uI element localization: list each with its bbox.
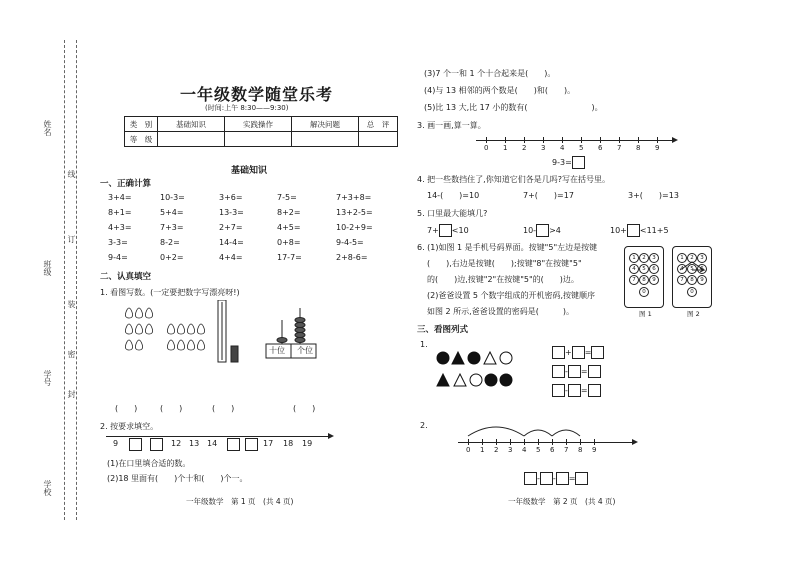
axis-tick [657, 137, 658, 143]
keypad-key[interactable]: 5 [639, 264, 649, 274]
part-heading: 二、认真填空 [100, 272, 152, 282]
figure-caption: 图 2 [687, 310, 700, 318]
axis-tick [468, 439, 469, 445]
nl-label: 5 [579, 144, 584, 152]
answer-box[interactable] [150, 438, 163, 451]
question-text: 4. 把一些数挡住了,你知道它们各是几吗?写在括号里。 [417, 175, 610, 184]
q5-right: <11+5 [639, 226, 669, 235]
binding-label: 封 [67, 390, 76, 398]
calc-item[interactable]: 5+4= [160, 208, 184, 217]
question-text: (4)与 13 相邻的两个数是( )和( )。 [424, 86, 576, 95]
answer-box[interactable] [588, 384, 601, 397]
axis-tick [482, 439, 483, 445]
q5-right: >4 [549, 226, 561, 235]
number-line-3 [476, 134, 676, 154]
q5-left: 10+ [610, 226, 627, 235]
answer-paren[interactable]: ( ) [115, 404, 138, 413]
axis-tick [619, 137, 620, 143]
answer-box[interactable] [540, 472, 553, 485]
answer-box[interactable] [129, 438, 142, 451]
calc-item[interactable]: 4+5= [277, 223, 301, 232]
keypad-key[interactable]: 9 [649, 275, 659, 285]
score-cell[interactable] [158, 132, 225, 147]
arcs-figure [466, 416, 596, 438]
answer-box[interactable] [575, 472, 588, 485]
op: = [580, 367, 588, 376]
phone-keypad-1 [624, 246, 664, 308]
question-text: 2. 按要求填空。 [100, 422, 159, 431]
page-title: 一年级数学随堂乐考 [180, 85, 334, 104]
q4-item: 14-( )=10 [427, 191, 480, 200]
op: = [568, 474, 576, 483]
keypad-key[interactable]: 6 [697, 264, 707, 274]
nl-label: 9 [592, 446, 597, 454]
calc-item[interactable]: 13+2-5= [336, 208, 373, 217]
answer-box[interactable] [588, 365, 601, 378]
score-cell[interactable] [225, 132, 292, 147]
calc-item[interactable]: 7-5= [277, 193, 297, 202]
axis-tick [524, 137, 525, 143]
shapes-row-1 [437, 352, 512, 364]
axis-tick [510, 439, 511, 445]
part-heading: 一、正确计算 [100, 179, 152, 189]
answer-box[interactable] [245, 438, 258, 451]
keypad-key[interactable]: 2 [687, 253, 697, 263]
q5-left: 10- [523, 226, 537, 235]
keypad-key[interactable]: 9 [697, 275, 707, 285]
calc-item[interactable]: 3+4= [108, 193, 132, 202]
answer-paren[interactable]: ( ) [293, 404, 316, 413]
question-text: ( ),右边是按键( );按键"8"在按键"5" [427, 259, 582, 268]
question-text: (5)比 13 大,比 17 小的数有( )。 [424, 103, 603, 112]
nl-label: 14 [207, 439, 218, 448]
answer-box[interactable] [572, 156, 585, 169]
calc-item[interactable]: 0+2= [160, 253, 184, 262]
nl-label: 7 [617, 144, 622, 152]
nl-label: 1 [480, 446, 485, 454]
nl-label: 9 [113, 439, 119, 448]
calc-item[interactable]: 4+4= [219, 253, 243, 262]
answer-box[interactable] [568, 365, 581, 378]
axis-tick [580, 439, 581, 445]
nl-label: 0 [466, 446, 471, 454]
shapes-row-2 [437, 374, 512, 386]
question-number: 2. [420, 421, 428, 430]
axis-tick [566, 439, 567, 445]
equation-row [552, 384, 601, 397]
keypad-key[interactable]: 4 [629, 264, 639, 274]
nl-label: 8 [578, 446, 583, 454]
op: = [584, 348, 592, 357]
q5-item [523, 224, 561, 237]
keypad-key[interactable]: 0 [687, 287, 697, 297]
axis-tick [543, 137, 544, 143]
equation-row [552, 365, 601, 378]
answer-box[interactable] [591, 346, 604, 359]
keypad-key[interactable]: 1 [629, 253, 639, 263]
question-text: (2)18 里面有( )个十和( )个一。 [107, 474, 248, 483]
binding-label: 学号 [43, 370, 52, 386]
question-text: 5. 口里最大能填几? [417, 209, 488, 218]
calc-item[interactable]: 10-3= [160, 193, 185, 202]
op: - [552, 474, 556, 483]
axis-arrow [672, 137, 678, 143]
axis-tick [538, 439, 539, 445]
nl-label: 2 [494, 446, 499, 454]
score-cell[interactable] [359, 132, 398, 147]
abacus-tens-label: 十位 [269, 346, 285, 355]
q5-item [610, 224, 669, 237]
bag-group-2 [167, 324, 204, 350]
binding-label: 密 [67, 350, 76, 358]
calc-item[interactable]: 3-3= [108, 238, 128, 247]
nl-label: 1 [503, 144, 508, 152]
nl-label: 9 [655, 144, 660, 152]
calc-item[interactable]: 2+8-6= [336, 253, 368, 262]
q4-item: 7+( )=17 [523, 191, 574, 200]
part-heading: 三、看图列式 [417, 325, 469, 335]
keypad-key[interactable]: 3 [697, 253, 707, 263]
score-cell: 类 别 [125, 117, 158, 132]
answer-box[interactable] [552, 384, 565, 397]
calc-item[interactable]: 3+6= [219, 193, 243, 202]
nl-label: 12 [171, 439, 182, 448]
answer-box[interactable] [439, 224, 452, 237]
q5-left: 7+ [427, 226, 439, 235]
question-text: (3)7 个一和 1 个十合起来是( )。 [424, 69, 556, 78]
answer-box[interactable] [627, 224, 640, 237]
page-footer: 一年级数学 第 1 页 (共 4 页) [186, 497, 294, 506]
keypad-key[interactable]: 8 [639, 275, 649, 285]
binding-line [64, 40, 65, 520]
score-cell: 总 评 [359, 117, 398, 132]
answer-paren[interactable]: ( ) [212, 404, 235, 413]
nl-label: 13 [189, 439, 200, 448]
score-cell: 实践操作 [225, 117, 292, 132]
password-path [676, 258, 708, 276]
calc-item[interactable]: 9-4-5= [336, 238, 364, 247]
question-text: (2)爸爸设置 5 个数字组成的开机密码,按键顺序 [427, 291, 596, 300]
calc-item[interactable]: 7+3+8= [336, 193, 372, 202]
nl-label: 2 [522, 144, 527, 152]
nl-label: 17 [263, 439, 274, 448]
calc-item[interactable]: 8-2= [160, 238, 180, 247]
calc-item[interactable]: 9-4= [108, 253, 128, 262]
binding-label: 线 [67, 170, 76, 178]
nl-label: 4 [522, 446, 527, 454]
nl-label: 8 [636, 144, 641, 152]
calc-item[interactable]: 4+3= [108, 223, 132, 232]
axis-tick [505, 137, 506, 143]
axis-tick [638, 137, 639, 143]
keypad-key[interactable]: 3 [649, 253, 659, 263]
axis-tick [581, 137, 582, 143]
axis-tick [594, 439, 595, 445]
keypad-key[interactable]: 1 [677, 253, 687, 263]
figure-caption: 图 1 [639, 310, 652, 318]
nl-label: 4 [560, 144, 565, 152]
q4-item: 3+( )=13 [628, 191, 679, 200]
keypad-key[interactable]: 0 [639, 287, 649, 297]
score-cell: 解决问题 [292, 117, 359, 132]
answer-box[interactable] [524, 472, 537, 485]
axis-tick [524, 439, 525, 445]
nl-label: 3 [541, 144, 546, 152]
question-text: 3. 画一画,算一算。 [417, 121, 486, 130]
nl-label: 18 [283, 439, 294, 448]
calc-item[interactable]: 13-3= [219, 208, 244, 217]
answer-box[interactable] [536, 224, 549, 237]
axis-line [458, 442, 634, 443]
keypad-key[interactable]: 8 [687, 275, 697, 285]
phone-keypad-2 [672, 246, 712, 308]
nl-label: 5 [536, 446, 541, 454]
calc-item[interactable]: 7+3= [160, 223, 184, 232]
exam-time: (时间:上午 8:30——9:30) [205, 104, 289, 112]
op: - [537, 474, 540, 483]
question-text: (1)在口里填合适的数。 [107, 459, 191, 468]
answer-box[interactable] [572, 346, 585, 359]
score-cell: 等 级 [125, 132, 158, 147]
binding-label: 订 [67, 235, 76, 243]
question-text: 1. 看图写数。(一定要把数字写漂亮呀!) [100, 288, 240, 297]
calc-item[interactable]: 17-7= [277, 253, 302, 262]
axis-tick [600, 137, 601, 143]
answer-box[interactable] [227, 438, 240, 451]
axis-tick [496, 439, 497, 445]
section-title: 基础知识 [231, 166, 268, 176]
score-cell: 基础知识 [158, 117, 225, 132]
keypad-key[interactable]: 4 [677, 264, 687, 274]
shapes-figure [436, 350, 526, 390]
binding-label: 姓名 [43, 120, 52, 136]
binding-margin [28, 40, 88, 520]
calc-item[interactable]: 14-4= [219, 238, 244, 247]
q5-right: <10 [451, 226, 469, 235]
number-line-4 [458, 436, 638, 456]
axis-tick [486, 137, 487, 143]
binding-label: 学校 [43, 480, 52, 496]
counting-sticks [218, 300, 238, 362]
equation: 9-3= [552, 158, 572, 167]
question-text: 如图 2 所示,爸爸设置的密码是( )。 [427, 307, 574, 316]
calc-item[interactable]: 10-2+9= [336, 223, 373, 232]
calc-item[interactable]: 0+8= [277, 238, 301, 247]
axis-tick [562, 137, 563, 143]
count-pictures [122, 300, 352, 364]
keypad-key[interactable]: 7 [629, 275, 639, 285]
calc-item[interactable]: 8+1= [108, 208, 132, 217]
keypad-key[interactable]: 5 [687, 264, 697, 274]
nl-label: 7 [564, 446, 569, 454]
op: = [580, 386, 588, 395]
question-number: 1. [420, 340, 428, 349]
op: - [565, 367, 568, 376]
calc-item[interactable]: 2+7= [219, 223, 243, 232]
binding-label: 班级 [43, 260, 52, 276]
keypad-key[interactable]: 6 [649, 264, 659, 274]
axis-tick [552, 439, 553, 445]
bag-group-1 [125, 308, 152, 350]
calc-item[interactable]: 8+2= [277, 208, 301, 217]
binding-line [76, 40, 77, 520]
nl-label: 19 [302, 439, 313, 448]
score-table [124, 116, 398, 147]
score-cell[interactable] [292, 132, 359, 147]
axis-arrow [632, 439, 638, 445]
keypad-key[interactable]: 7 [677, 275, 687, 285]
answer-box[interactable] [568, 384, 581, 397]
binding-label: 装 [67, 300, 76, 308]
answer-box[interactable] [552, 365, 565, 378]
question-text [552, 156, 585, 169]
equation-row [524, 472, 588, 485]
op: + [565, 348, 572, 357]
nl-label: 3 [508, 446, 513, 454]
nl-label: 6 [598, 144, 603, 152]
answer-box[interactable] [556, 472, 569, 485]
question-text: 的( )边,按键"2"在按键"5"的( )边。 [427, 275, 579, 284]
op: - [565, 386, 568, 395]
nl-label: 0 [484, 144, 489, 152]
question-text: 6. (1)如图 1 是手机号码界面。按键"5"左边是按键 [417, 243, 598, 252]
nl-label: 6 [550, 446, 555, 454]
page-footer: 一年级数学 第 2 页 (共 4 页) [508, 497, 616, 506]
keypad-key[interactable]: 2 [639, 253, 649, 263]
abacus-ones-label: 个位 [297, 346, 313, 355]
answer-box[interactable] [552, 346, 565, 359]
equation-row [552, 346, 604, 359]
answer-paren[interactable]: ( ) [160, 404, 183, 413]
q5-item [427, 224, 469, 237]
